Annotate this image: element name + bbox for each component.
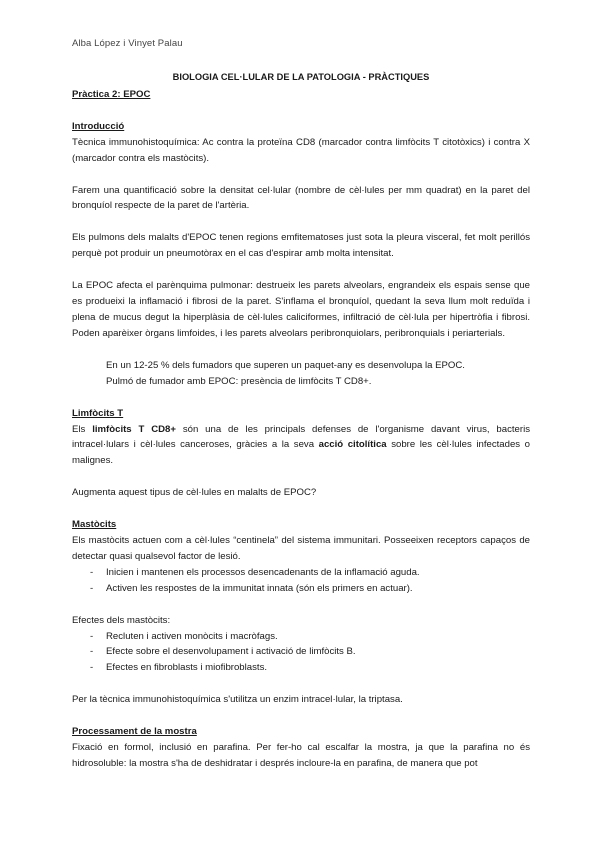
author-header: Alba López i Vinyet Palau (72, 38, 183, 49)
intro-note-1: En un 12-25 % dels fumadors que superen un paquet-any es desenvolupa la EPOC. (106, 359, 465, 371)
citolitica-term: acció citolítica (318, 439, 387, 451)
limfocits-term: limfòcits T CD8+ (92, 423, 176, 435)
practice-title: Pràctica 2: EPOC (72, 88, 151, 100)
intro-paragraph-1: Tècnica immunohistoquímica: Ac contra la proteïna CD8 (marcador contra limfòcits T citotòxics) i contra X (marcador contra els mastòcits). (72, 136, 530, 164)
mastocits-list-1 (72, 565, 530, 597)
list-item: - Efecte sobre el desenvolupament i activació de limfòcits B. (90, 644, 530, 660)
mastocits-effects-label: Efectes dels mastòcits: (72, 614, 171, 626)
list-item: - Activen les respostes de la immunitat innata (són els primers en actuar). (90, 581, 530, 597)
document-body (72, 70, 530, 772)
list-item: - Recluten i activen monòcits i macròfags. (90, 629, 530, 645)
section-heading-mastocits: Mastòcits (72, 519, 117, 531)
intro-paragraph-3: Els pulmons dels malalts d'EPOC tenen regions emfitematoses just sota la pleura visceral, fet molt perillós perquè pot produir un pneumotòrax en el cas d'espirar amb molta intensitat. (72, 232, 530, 260)
document-title: BIOLOGIA CEL·LULAR DE LA PATOLOGIA - PRÀCTIQUES (172, 72, 430, 82)
section-heading-introduccio: Introducció (72, 120, 125, 132)
mastocits-list-2 (72, 629, 530, 677)
list-item: - Inicien i mantenen els processos desencadenants de la inflamació aguda. (90, 565, 530, 581)
section-heading-processament: Processament de la mostra (72, 726, 197, 738)
intro-paragraph-2: Farem una quantificació sobre la densitat cel·lular (nombre de cèl·lules per mm quadrat) en la paret del bronquíol respecte de la paret de l'artèria. (72, 184, 530, 212)
intro-note-2: Pulmó de fumador amb EPOC: presència de limfòcits T CD8+. (106, 375, 372, 387)
section-heading-limfocits: Limfòcits T (72, 407, 124, 419)
mastocits-paragraph-1: Els mastòcits actuen com a cèl·lules “centinela” del sistema immunitari. Posseeixen receptors capaços de detectar quasi qualsevol factor de lesió. (72, 535, 530, 562)
limfocits-question: Augmenta aquest tipus de cèl·lules en malalts de EPOC? (72, 487, 317, 499)
list-item: - Efectes en fibroblasts i miofibroblasts. (90, 660, 530, 676)
mastocits-paragraph-2: Per la tècnica immunohistoquímica s'utilitza un enzim intracel·lular, la triptasa. (72, 694, 403, 706)
limfocits-paragraph-1: Els limfòcits T CD8+ són una de les principals defenses de l'organisme davant virus, bacteris intracel·lulars i cèl·lules canceroses, gràcies a la seva acció citolítica sobre les cèl·lules infectades o malignes. (72, 423, 530, 467)
processament-paragraph-1: Fixació en formol, inclusió en parafina. Per fer-ho cal escalfar la mostra, ja que la parafina no és hidrosoluble: la mostra s'ha de deshidratar i després incloure-la en parafina, de manera que pot (72, 742, 530, 769)
intro-paragraph-4: La EPOC afecta el parènquima pulmonar: destrueix les parets alveolars, engrandeix els espais sense que es produeixi la inflamació i fibrosi de la paret. S'inflama el bronquíol, quedant la seva llum molt reduïda i plena de mucus degut la hiperplàsia de cèl·lules caliciformes, infiltració de cèl·lula per hipertròfia i fibrosi. Poden aparèixer òrgans limfoides, i les parets alveolars peribronquiolars, peribronquials i periarterials. (72, 280, 530, 339)
